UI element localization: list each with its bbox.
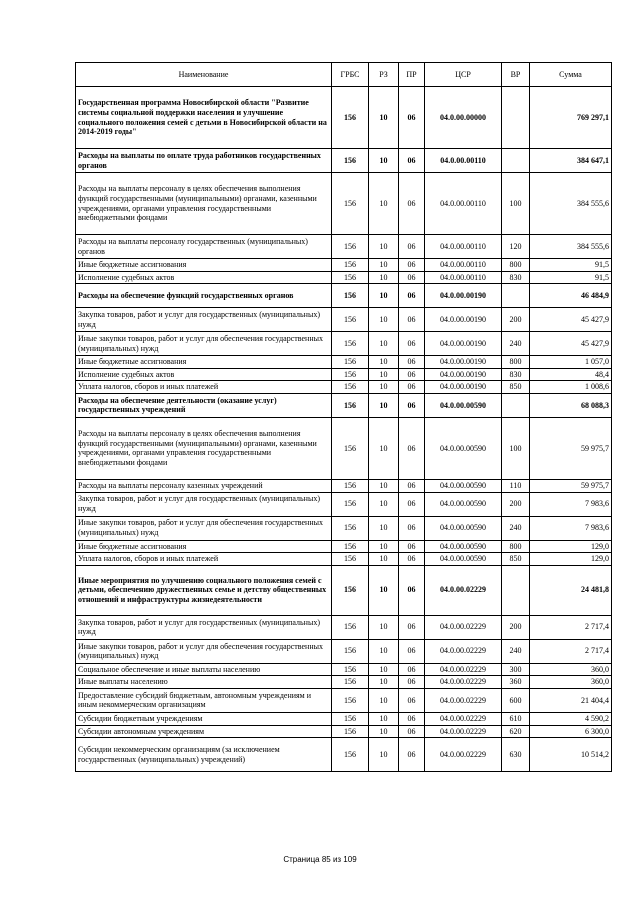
cell-name: Субсидии некоммерческим организациям (за исключением государственных (муниципальных) учреждений) — [76, 738, 332, 772]
cell-grbs: 156 — [332, 565, 369, 615]
page-number: Страница 85 из 109 — [283, 855, 357, 864]
cell-grbs: 156 — [332, 688, 369, 712]
cell-rz: 10 — [369, 565, 399, 615]
cell-grbs: 156 — [332, 259, 369, 272]
cell-pr: 06 — [399, 712, 425, 725]
cell-name: Расходы на выплаты по оплате труда работников государственных органов — [76, 149, 332, 173]
table-row — [76, 87, 612, 149]
cell-vr: 800 — [502, 356, 530, 369]
cell-rz: 10 — [369, 492, 399, 516]
table-row — [76, 417, 612, 479]
cell-sum: 45 427,9 — [530, 308, 612, 332]
header-grbs: ГРБС — [332, 63, 369, 87]
cell-csr: 04.0.00.02229 — [425, 712, 502, 725]
cell-rz: 10 — [369, 540, 399, 553]
cell-vr: 110 — [502, 479, 530, 492]
cell-vr — [502, 393, 530, 417]
cell-sum: 59 975,7 — [530, 479, 612, 492]
table-row — [76, 639, 612, 663]
table-row — [76, 149, 612, 173]
cell-vr: 620 — [502, 725, 530, 738]
table-row — [76, 356, 612, 369]
cell-name: Субсидии автономным учреждениям — [76, 725, 332, 738]
table-row — [76, 479, 612, 492]
table-body — [76, 87, 612, 772]
cell-grbs: 156 — [332, 356, 369, 369]
header-pr: ПР — [399, 63, 425, 87]
cell-csr: 04.0.00.00590 — [425, 492, 502, 516]
cell-rz: 10 — [369, 663, 399, 676]
cell-grbs: 156 — [332, 553, 369, 566]
cell-pr: 06 — [399, 553, 425, 566]
cell-sum: 45 427,9 — [530, 332, 612, 356]
cell-sum: 2 717,4 — [530, 615, 612, 639]
header-rz: РЗ — [369, 63, 399, 87]
cell-vr: 630 — [502, 738, 530, 772]
cell-sum: 24 481,8 — [530, 565, 612, 615]
cell-vr: 360 — [502, 676, 530, 689]
table-row — [76, 393, 612, 417]
cell-grbs: 156 — [332, 271, 369, 284]
cell-name: Уплата налогов, сборов и иных платежей — [76, 553, 332, 566]
cell-sum: 91,5 — [530, 271, 612, 284]
cell-pr: 06 — [399, 356, 425, 369]
cell-grbs: 156 — [332, 738, 369, 772]
cell-csr: 04.0.00.02229 — [425, 676, 502, 689]
cell-vr: 200 — [502, 492, 530, 516]
cell-name: Иные закупки товаров, работ и услуг для обеспечения государственных (муниципальных) нужд — [76, 516, 332, 540]
cell-rz: 10 — [369, 417, 399, 479]
cell-pr: 06 — [399, 492, 425, 516]
table-row — [76, 271, 612, 284]
cell-rz: 10 — [369, 149, 399, 173]
table-row — [76, 173, 612, 235]
cell-sum: 59 975,7 — [530, 417, 612, 479]
table-row — [76, 235, 612, 259]
table-row — [76, 663, 612, 676]
cell-rz: 10 — [369, 688, 399, 712]
cell-csr: 04.0.00.00590 — [425, 393, 502, 417]
cell-sum: 2 717,4 — [530, 639, 612, 663]
cell-vr: 100 — [502, 417, 530, 479]
cell-vr — [502, 284, 530, 308]
cell-rz: 10 — [369, 393, 399, 417]
cell-csr: 04.0.00.00590 — [425, 479, 502, 492]
cell-csr: 04.0.00.00590 — [425, 540, 502, 553]
cell-csr: 04.0.00.00590 — [425, 553, 502, 566]
cell-pr: 06 — [399, 688, 425, 712]
cell-vr: 850 — [502, 381, 530, 394]
cell-name: Закупка товаров, работ и услуг для государственных (муниципальных) нужд — [76, 308, 332, 332]
cell-rz: 10 — [369, 479, 399, 492]
cell-csr: 04.0.00.02229 — [425, 639, 502, 663]
cell-grbs: 156 — [332, 173, 369, 235]
cell-csr: 04.0.00.00110 — [425, 259, 502, 272]
cell-grbs: 156 — [332, 417, 369, 479]
cell-grbs: 156 — [332, 639, 369, 663]
cell-sum: 769 297,1 — [530, 87, 612, 149]
cell-vr — [502, 565, 530, 615]
cell-pr: 06 — [399, 639, 425, 663]
cell-vr: 240 — [502, 332, 530, 356]
table-row — [76, 615, 612, 639]
cell-sum: 384 555,6 — [530, 173, 612, 235]
table-row — [76, 565, 612, 615]
cell-rz: 10 — [369, 332, 399, 356]
cell-csr: 04.0.00.00190 — [425, 356, 502, 369]
cell-sum: 129,0 — [530, 553, 612, 566]
cell-csr: 04.0.00.00110 — [425, 173, 502, 235]
cell-pr: 06 — [399, 725, 425, 738]
table-row — [76, 553, 612, 566]
cell-vr: 600 — [502, 688, 530, 712]
cell-grbs: 156 — [332, 492, 369, 516]
cell-csr: 04.0.00.02229 — [425, 615, 502, 639]
cell-csr: 04.0.00.02229 — [425, 725, 502, 738]
cell-name: Иные бюджетные ассигнования — [76, 356, 332, 369]
cell-rz: 10 — [369, 738, 399, 772]
cell-name: Расходы на выплаты персоналу государственных (муниципальных) органов — [76, 235, 332, 259]
cell-rz: 10 — [369, 516, 399, 540]
cell-pr: 06 — [399, 393, 425, 417]
cell-sum: 7 983,6 — [530, 516, 612, 540]
cell-csr: 04.0.00.02229 — [425, 565, 502, 615]
cell-vr: 850 — [502, 553, 530, 566]
cell-rz: 10 — [369, 676, 399, 689]
cell-sum: 46 484,9 — [530, 284, 612, 308]
cell-pr: 06 — [399, 235, 425, 259]
cell-rz: 10 — [369, 308, 399, 332]
cell-sum: 384 647,1 — [530, 149, 612, 173]
cell-grbs: 156 — [332, 368, 369, 381]
cell-vr: 300 — [502, 663, 530, 676]
cell-rz: 10 — [369, 271, 399, 284]
cell-sum: 129,0 — [530, 540, 612, 553]
cell-vr: 200 — [502, 615, 530, 639]
cell-rz: 10 — [369, 173, 399, 235]
cell-vr: 830 — [502, 368, 530, 381]
cell-csr: 04.0.00.02229 — [425, 688, 502, 712]
cell-pr: 06 — [399, 565, 425, 615]
cell-vr: 240 — [502, 639, 530, 663]
table-row — [76, 738, 612, 772]
cell-pr: 06 — [399, 676, 425, 689]
cell-rz: 10 — [369, 259, 399, 272]
cell-pr: 06 — [399, 479, 425, 492]
cell-vr: 610 — [502, 712, 530, 725]
cell-pr: 06 — [399, 615, 425, 639]
cell-name: Исполнение судебных актов — [76, 271, 332, 284]
cell-rz: 10 — [369, 235, 399, 259]
cell-name: Иные закупки товаров, работ и услуг для обеспечения государственных (муниципальных) нужд — [76, 639, 332, 663]
cell-grbs: 156 — [332, 663, 369, 676]
cell-grbs: 156 — [332, 712, 369, 725]
table-row — [76, 368, 612, 381]
cell-grbs: 156 — [332, 479, 369, 492]
cell-pr: 06 — [399, 516, 425, 540]
cell-grbs: 156 — [332, 235, 369, 259]
cell-name: Предоставление субсидий бюджетным, автономным учреждениям и иным некоммерческим организациям — [76, 688, 332, 712]
cell-csr: 04.0.00.02229 — [425, 738, 502, 772]
cell-grbs: 156 — [332, 284, 369, 308]
cell-csr: 04.0.00.00190 — [425, 332, 502, 356]
cell-pr: 06 — [399, 308, 425, 332]
table-header — [76, 63, 612, 87]
cell-grbs: 156 — [332, 308, 369, 332]
header-row — [76, 63, 612, 87]
table-row — [76, 259, 612, 272]
cell-name: Иные закупки товаров, работ и услуг для обеспечения государственных (муниципальных) нужд — [76, 332, 332, 356]
header-vr: ВР — [502, 63, 530, 87]
cell-name: Расходы на выплаты персоналу казенных учреждений — [76, 479, 332, 492]
header-csr: ЦСР — [425, 63, 502, 87]
cell-name: Исполнение судебных актов — [76, 368, 332, 381]
cell-pr: 06 — [399, 271, 425, 284]
table-row — [76, 540, 612, 553]
table-row — [76, 516, 612, 540]
cell-csr: 04.0.00.00110 — [425, 149, 502, 173]
cell-sum: 360,0 — [530, 663, 612, 676]
cell-vr: 200 — [502, 308, 530, 332]
table-row — [76, 381, 612, 394]
cell-csr: 04.0.00.00110 — [425, 271, 502, 284]
table-row — [76, 332, 612, 356]
cell-name: Иные бюджетные ассигнования — [76, 259, 332, 272]
cell-name: Уплата налогов, сборов и иных платежей — [76, 381, 332, 394]
cell-pr: 06 — [399, 663, 425, 676]
cell-name: Иные бюджетные ассигнования — [76, 540, 332, 553]
cell-pr: 06 — [399, 381, 425, 394]
cell-name: Расходы на выплаты персоналу в целях обеспечения выполнения функций государственными (муниципальными) органами, казенными учреждениями, органами управления государственными внебюджетными фондами — [76, 417, 332, 479]
cell-rz: 10 — [369, 615, 399, 639]
cell-csr: 04.0.00.02229 — [425, 663, 502, 676]
cell-sum: 10 514,2 — [530, 738, 612, 772]
cell-vr: 120 — [502, 235, 530, 259]
cell-name: Иные мероприятия по улучшению социального положения семей с детьми, обеспечению дружественных семье и детству общественных отношений и инфраструктуры жизнедеятельности — [76, 565, 332, 615]
cell-grbs: 156 — [332, 516, 369, 540]
cell-vr: 830 — [502, 271, 530, 284]
cell-pr: 06 — [399, 149, 425, 173]
cell-name: Расходы на обеспечение функций государственных органов — [76, 284, 332, 308]
cell-pr: 06 — [399, 540, 425, 553]
cell-rz: 10 — [369, 553, 399, 566]
cell-vr — [502, 149, 530, 173]
cell-sum: 91,5 — [530, 259, 612, 272]
cell-vr — [502, 87, 530, 149]
cell-csr: 04.0.00.00190 — [425, 284, 502, 308]
table-row — [76, 284, 612, 308]
cell-vr: 240 — [502, 516, 530, 540]
cell-grbs: 156 — [332, 381, 369, 394]
header-name: Наименование — [76, 63, 332, 87]
cell-name: Закупка товаров, работ и услуг для государственных (муниципальных) нужд — [76, 492, 332, 516]
cell-pr: 06 — [399, 87, 425, 149]
cell-sum: 1 057,0 — [530, 356, 612, 369]
table-row — [76, 492, 612, 516]
cell-csr: 04.0.00.00000 — [425, 87, 502, 149]
header-sum: Сумма — [530, 63, 612, 87]
cell-rz: 10 — [369, 381, 399, 394]
cell-csr: 04.0.00.00190 — [425, 368, 502, 381]
cell-name: Расходы на выплаты персоналу в целях обеспечения выполнения функций государственными (муниципальными) органами, казенными учреждениями, органами управления государственными внебюджетными фондами — [76, 173, 332, 235]
cell-sum: 7 983,6 — [530, 492, 612, 516]
cell-grbs: 156 — [332, 87, 369, 149]
cell-csr: 04.0.00.00590 — [425, 417, 502, 479]
table-row — [76, 725, 612, 738]
cell-rz: 10 — [369, 356, 399, 369]
cell-pr: 06 — [399, 738, 425, 772]
cell-rz: 10 — [369, 87, 399, 149]
cell-name: Расходы на обеспечение деятельности (оказание услуг) государственных учреждений — [76, 393, 332, 417]
cell-sum: 1 008,6 — [530, 381, 612, 394]
cell-name: Субсидии бюджетным учреждениям — [76, 712, 332, 725]
cell-rz: 10 — [369, 284, 399, 308]
cell-csr: 04.0.00.00110 — [425, 235, 502, 259]
cell-name: Социальное обеспечение и иные выплаты населению — [76, 663, 332, 676]
cell-csr: 04.0.00.00190 — [425, 381, 502, 394]
cell-sum: 4 590,2 — [530, 712, 612, 725]
cell-csr: 04.0.00.00590 — [425, 516, 502, 540]
cell-pr: 06 — [399, 259, 425, 272]
cell-pr: 06 — [399, 284, 425, 308]
cell-sum: 384 555,6 — [530, 235, 612, 259]
table-row — [76, 712, 612, 725]
cell-sum: 48,4 — [530, 368, 612, 381]
cell-grbs: 156 — [332, 149, 369, 173]
cell-name: Государственная программа Новосибирской области "Развитие системы социальной поддержки населения и улучшение социального положения семей с детьми в Новосибирской области на 2014-2019 годы" — [76, 87, 332, 149]
cell-pr: 06 — [399, 332, 425, 356]
cell-vr: 800 — [502, 540, 530, 553]
budget-table — [75, 62, 612, 772]
cell-rz: 10 — [369, 639, 399, 663]
table-row — [76, 676, 612, 689]
cell-sum: 68 088,3 — [530, 393, 612, 417]
cell-name: Закупка товаров, работ и услуг для государственных (муниципальных) нужд — [76, 615, 332, 639]
cell-grbs: 156 — [332, 676, 369, 689]
cell-sum: 360,0 — [530, 676, 612, 689]
cell-pr: 06 — [399, 173, 425, 235]
table-row — [76, 308, 612, 332]
cell-rz: 10 — [369, 725, 399, 738]
cell-grbs: 156 — [332, 615, 369, 639]
cell-sum: 6 300,0 — [530, 725, 612, 738]
cell-grbs: 156 — [332, 725, 369, 738]
cell-vr: 800 — [502, 259, 530, 272]
cell-name: Иные выплаты населению — [76, 676, 332, 689]
cell-pr: 06 — [399, 417, 425, 479]
cell-vr: 100 — [502, 173, 530, 235]
cell-rz: 10 — [369, 368, 399, 381]
cell-sum: 21 404,4 — [530, 688, 612, 712]
cell-rz: 10 — [369, 712, 399, 725]
cell-csr: 04.0.00.00190 — [425, 308, 502, 332]
cell-grbs: 156 — [332, 393, 369, 417]
cell-grbs: 156 — [332, 540, 369, 553]
cell-pr: 06 — [399, 368, 425, 381]
cell-grbs: 156 — [332, 332, 369, 356]
table-row — [76, 688, 612, 712]
